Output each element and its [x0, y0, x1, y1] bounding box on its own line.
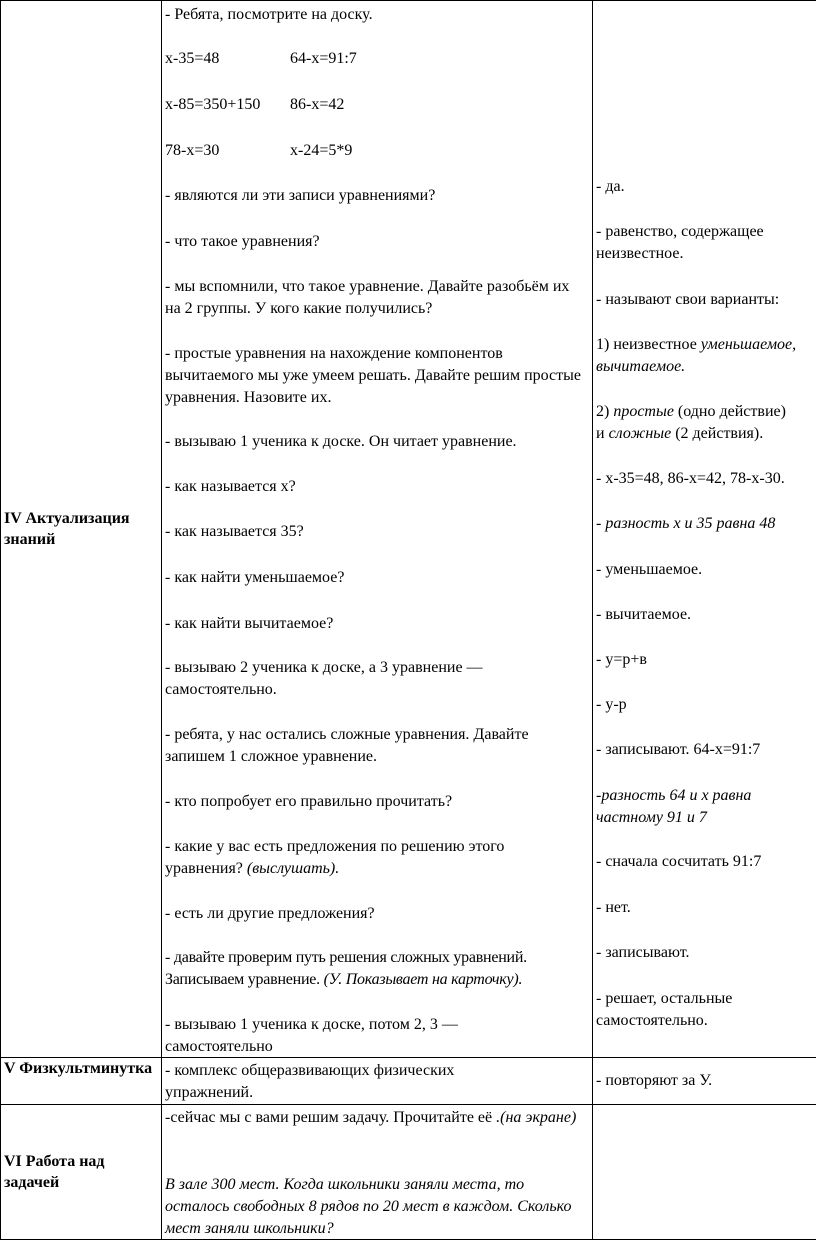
table-row-task: [1, 1105, 816, 1240]
student-line: [596, 401, 786, 423]
student-answer-italic: разность 64 и x равна частному 91 и 7: [596, 787, 751, 826]
student-line: - вычитаемое.: [596, 604, 691, 626]
teacher-line: - как найти уменьшаемое?: [165, 567, 590, 589]
table-row-actualization: [1, 1, 816, 1058]
stage-cell-actualization: [1, 1, 162, 1058]
student-line: - сначала сосчитать 91:7: [596, 851, 761, 873]
stage-title: IV Актуализация знаний: [4, 510, 130, 548]
variant-1-italic: уменьшаемое,: [701, 336, 796, 353]
stage-cell-pe: [1, 1058, 162, 1105]
teacher-line: - Ребята, посмотрите на доску.: [165, 4, 590, 26]
student-line: [596, 513, 775, 535]
teacher-question: -сейчас мы с вами решим задачу. Прочитайте её: [165, 1109, 492, 1126]
teacher-question: - какие у вас есть предложения по решению этого уравнения?: [165, 838, 504, 877]
stage-title: VI Работа над задачей: [4, 1153, 105, 1191]
teacher-question: - давайте проверим путь решения сложных уравнений. Записываем уравнение.: [165, 949, 527, 988]
students-cell-pe: [593, 1058, 816, 1105]
student-line: - повторяют за У.: [593, 1070, 816, 1092]
dash: -: [596, 787, 601, 804]
student-line: - записывают.: [596, 942, 690, 964]
student-line: - решает, остальные самостоятельно.: [596, 988, 796, 1032]
teacher-line: - как называется 35?: [165, 521, 590, 543]
equation-row: [165, 94, 344, 116]
teacher-cell-actualization: [162, 1, 593, 1058]
teacher-note: (выслушать).: [247, 860, 339, 877]
variant-2-complex-note: (2 действия).: [675, 425, 763, 442]
student-line: - да.: [596, 176, 625, 198]
table-row-pe: [1, 1058, 816, 1105]
stage-title: V Физкультминутка: [4, 1060, 152, 1077]
student-line: [596, 423, 763, 445]
equation: 78-x=30: [165, 140, 290, 162]
variant-2-and: и: [596, 425, 605, 442]
teacher-line: - что такое уравнения?: [165, 231, 590, 253]
teacher-line: - как называется x?: [165, 476, 590, 498]
equation: 64-x=91:7: [290, 50, 357, 67]
student-answer-italic: разность x и 35 равна 48: [605, 515, 775, 532]
equation-row: [165, 140, 352, 162]
student-line: - x-35=48, 86-x=42, 78-x-30.: [596, 468, 785, 490]
student-line: - равенство, содержащее неизвестное.: [596, 221, 811, 265]
teacher-line: - кто попробует его правильно прочитать?: [165, 791, 590, 813]
students-cell-task: [593, 1105, 816, 1240]
variant-2-simple-note: (одно действие): [678, 403, 786, 420]
teacher-note: .(на экране): [496, 1109, 576, 1126]
teacher-line: - мы вспомнили, что такое уравнение. Давайте разобьём их на 2 группы. У кого какие получились?: [165, 276, 585, 320]
teacher-cell-pe: [162, 1058, 593, 1105]
dash: -: [596, 515, 601, 532]
student-line: - уменьшаемое.: [596, 559, 702, 581]
equation: x-85=350+150: [165, 94, 290, 116]
variant-2-simple: простые: [613, 403, 674, 420]
equation: x-24=5*9: [290, 142, 352, 159]
student-line: вычитаемое.: [596, 356, 685, 378]
problem-text: В зале 300 мест. Когда школьники заняли места, то осталось свободных 8 рядов по 20 мест в каждом. Сколько мест заняли школьники?: [165, 1174, 585, 1240]
student-line: - у=р+в: [596, 649, 647, 671]
equation: x-35=48: [165, 48, 290, 70]
stage-cell-task: [1, 1105, 162, 1240]
teacher-line: [165, 836, 560, 880]
teacher-cell-task: [162, 1105, 593, 1240]
student-line: - называют свои варианты:: [596, 289, 779, 311]
teacher-line: - ребята, у нас остались сложные уравнения. Давайте запишем 1 сложное уравнение.: [165, 724, 585, 768]
student-line: [596, 334, 796, 356]
equation-row: [165, 48, 357, 70]
teacher-note: (У. Показывает на карточку).: [324, 971, 523, 988]
student-line: - нет.: [596, 897, 631, 919]
teacher-line: - есть ли другие предложения?: [165, 903, 590, 925]
variant-1-prefix: 1) неизвестное: [596, 336, 697, 353]
variant-2-prefix: 2): [596, 403, 609, 420]
teacher-line: - простые уравнения на нахождение компонентов вычитаемого мы уже умеем решать. Давайте решим простые уравнения. Назовите их.: [165, 343, 585, 409]
equation: 86-x=42: [290, 96, 344, 113]
students-cell-actualization: [593, 1, 816, 1058]
teacher-line: [165, 947, 593, 991]
student-line: [596, 785, 796, 829]
teacher-line: - как найти вычитаемое?: [165, 613, 590, 635]
teacher-line: - вызываю 2 ученика к доске, а 3 уравнение — самостоятельно.: [165, 657, 575, 701]
teacher-line: [165, 1107, 585, 1129]
student-line: - записывают. 64-x=91:7: [596, 739, 760, 761]
student-line: - у-р: [596, 694, 627, 716]
teacher-line: - вызываю 1 ученика к доске. Он читает уравнение.: [165, 431, 590, 453]
variant-2-complex: сложные: [609, 425, 672, 442]
teacher-line: - вызываю 1 ученика к доске, потом 2, 3 — самостоятельно: [165, 1014, 525, 1058]
teacher-line: - комплекс общеразвивающих физических упражнений.: [162, 1058, 545, 1104]
teacher-line: - являются ли эти записи уравнениями?: [165, 185, 590, 207]
